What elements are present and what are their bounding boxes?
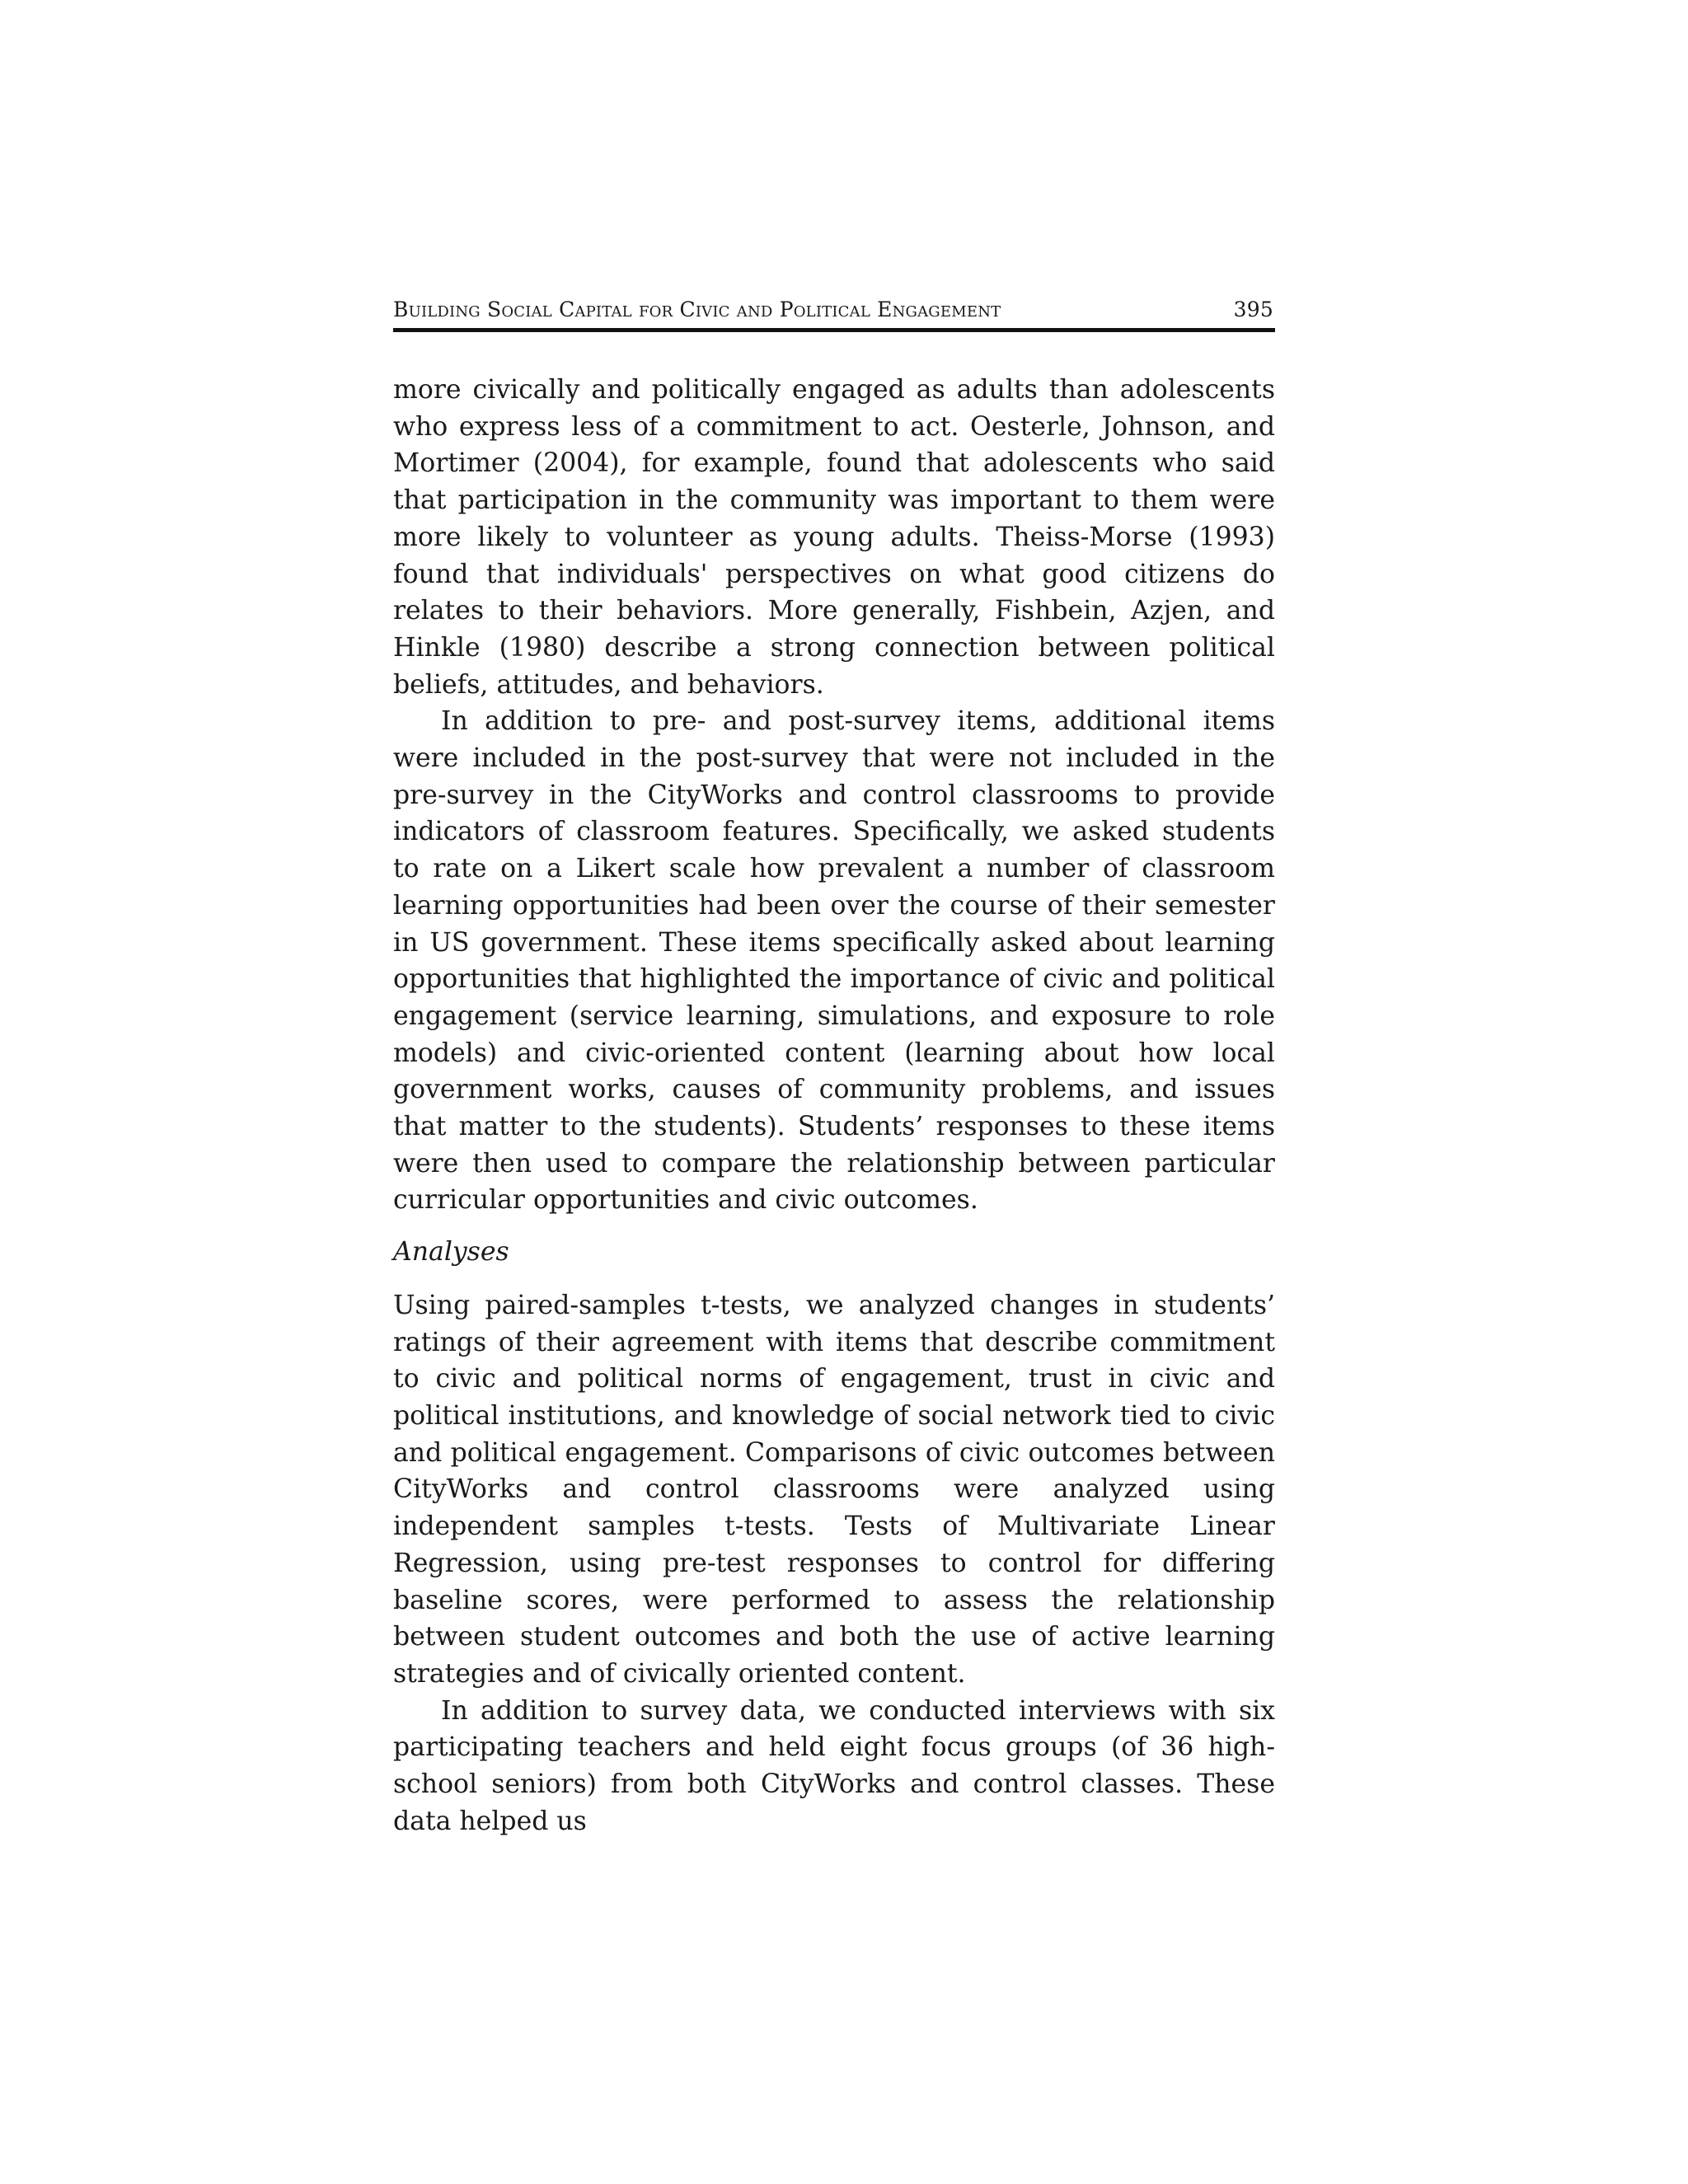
page-number: 395 — [1233, 298, 1273, 321]
section-heading-analyses: Analyses — [393, 1237, 509, 1268]
paragraph-survey-items: In addition to pre- and post-survey items, additional items were included in the post-survey that were not included in the pre-survey in the CityWorks and control classrooms to provide indicators of classroom features. Specifically, we asked students to rate on a Likert scale how prevalent a number of classroom learning opportunities had been over the course of their semester in US government. These items specifically asked about learning opportunities that highlighted the importance of civic and political engagement (service learning, simulations, and exposure to role models) and civic-oriented content (learning about how local government works, causes of community problems, and issues that matter to the students). Students’ responses to these items were then used to compare the relationship between particular curricular opportunities and civic outcomes. — [393, 706, 1275, 1216]
running-head-title: Building Social Capital for Civic and Political Engagement — [393, 298, 1001, 321]
page — [393, 297, 1275, 1840]
paragraph-interviews: In addition to survey data, we conducted interviews with six participating teachers and held eight focus groups (of 36 high-school seniors) from both CityWorks and control classes. These data helped us — [393, 1695, 1275, 1836]
running-head — [393, 297, 1275, 332]
paragraph-analyses: Using paired-samples t-tests, we analyzed changes in students’ ratings of their agreement with items that describe commitment to civic and political norms of engagement, trust in civic and political institutions, and knowledge of social network tied to civic and political engagement. Comparisons of civic outcomes between CityWorks and control classrooms were analyzed using independent samples t-tests. Tests of Multivariate Linear Regression, using pre-test responses to control for differing baseline scores, were performed to assess the relationship between student outcomes and both the use of active learning strategies and of civically oriented content. — [393, 1290, 1275, 1689]
body-text — [393, 372, 1275, 1840]
paragraph-continued: more civically and politically engaged as adults than adolescents who express less of a commitment to act. Oesterle, Johnson, and Mortimer (2004), for example, found that adolescents who said that participation in the community was important to them were more likely to volunteer as young adults. Theiss-Morse (1993) found that individuals' perspectives on what good citizens do relates to their behaviors. More generally, Fishbein, Azjen, and Hinkle (1980) describe a strong connection between political beliefs, attitudes, and behaviors. — [393, 375, 1275, 700]
